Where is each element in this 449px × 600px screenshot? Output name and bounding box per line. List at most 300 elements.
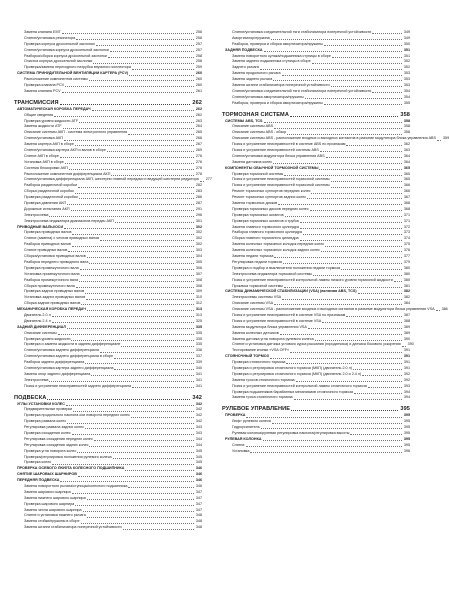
dot-leader — [284, 175, 402, 176]
dot-leader — [91, 375, 193, 376]
toc-entry-page: 306 — [195, 265, 202, 270]
toc-entry-page: 260 — [195, 83, 202, 87]
toc-entry-title: Поиск и устранение неисправностей в системе VSA — [232, 318, 322, 323]
dot-leader — [89, 263, 193, 264]
dot-leader — [326, 157, 402, 158]
toc-entry-page: 325 — [195, 318, 202, 323]
dot-leader — [89, 446, 193, 447]
toc-entry-title: Снятие/установка картера АКП и валов в сборе — [24, 148, 106, 153]
toc-entry-page: 302 — [195, 242, 202, 247]
toc-entry-title: Поиск и устранение неисправностей контрольной лампы стояночного тормоза — [232, 383, 367, 388]
toc-entry-page: 342 — [195, 407, 202, 412]
toc-entry-title: Проверка тормозных шлангов и трубок — [232, 218, 300, 223]
toc-entry-title: АВТОМАТИЧЕСКАЯ КОРОБКА ПЕРЕДАЧ — [17, 106, 91, 111]
toc-entry-page: 358 — [400, 111, 410, 118]
toc-entry-page: 391 — [403, 348, 410, 353]
toc-entry-title: ПОДВЕСКА — [14, 394, 47, 401]
toc-entry-title: Сборка главного тормозного цилиндра — [232, 236, 299, 241]
toc-entry-title: Люфт рулевого колеса — [232, 419, 271, 424]
toc-entry-title: Замена тормозных дисков — [232, 201, 278, 206]
toc-entry — [14, 525, 202, 531]
dot-leader — [278, 204, 402, 205]
dot-leader — [324, 104, 402, 105]
toc-entry-page: 260 — [195, 71, 202, 76]
dot-leader — [76, 287, 194, 288]
dot-leader — [49, 381, 193, 382]
toc-entry-page: 362 — [403, 142, 410, 147]
dot-leader — [76, 39, 194, 40]
toc-entry-title: Проверка тормозной системы — [232, 171, 284, 176]
toc-entry-title: Расположение компонентов системы — [24, 77, 88, 82]
dot-leader — [273, 80, 402, 81]
dot-leader — [114, 369, 193, 370]
dot-leader — [286, 363, 401, 364]
toc-entry-title: Прокачка тормозной системы — [232, 283, 283, 288]
toc-entry-title: Снятие и установка датчика углового курса рыскания (гиродатчика) и датчика бокового ускорения — [232, 342, 401, 347]
toc-entry-page: 303 — [195, 248, 202, 253]
toc-entry-title: Замена клапана PCV — [24, 88, 61, 93]
dot-leader — [307, 198, 402, 199]
toc-entry-page: 261 — [195, 88, 202, 93]
dot-leader — [79, 198, 194, 199]
dot-leader — [85, 293, 194, 294]
dot-leader — [290, 116, 398, 117]
toc-entry-page: 351 — [403, 53, 410, 58]
toc-entry-page: 348 — [195, 513, 202, 518]
toc-entry-page: 276 — [195, 159, 202, 164]
toc-entry-page: 384 — [403, 301, 410, 306]
toc-entry-title: РУЛЕВАЯ КОЛОНКА — [225, 436, 262, 441]
toc-entry-title: Проверка колес — [24, 460, 52, 465]
toc-entry-page: 363 — [403, 148, 410, 153]
toc-entry — [222, 449, 410, 455]
toc-entry-title: Снятие и установка нижнего рычага — [24, 513, 86, 518]
dot-leader — [100, 352, 194, 353]
toc-entry-title: Предварительные проверки — [24, 407, 73, 412]
toc-entry-page: 307 — [195, 271, 202, 276]
toc-entry-page: 393 — [403, 383, 410, 388]
toc-entry-title: Установка — [232, 448, 250, 453]
toc-entry-page: 347 — [195, 495, 202, 500]
toc-entry-page: 392 — [403, 371, 410, 376]
toc-entry-title: Сборка промежуточного вала — [24, 283, 75, 288]
toc-entry-title: Поиск и устранение неисправностей системы ABS — [232, 148, 319, 153]
dot-leader — [49, 216, 193, 217]
toc-entry-title: Тестирование кнопки «VSA OFF» — [232, 348, 289, 353]
dot-leader — [52, 464, 194, 465]
toc-chapter-entry — [14, 392, 202, 402]
toc-column-right — [222, 29, 449, 455]
toc-entry-page: 345 — [195, 460, 202, 465]
dot-leader — [52, 322, 194, 323]
toc-entry-title: СТОЯНОЧНЫЙ ТОРМОЗ — [225, 354, 269, 359]
toc-entry-page: 346 — [195, 466, 202, 471]
toc-entry-page: 391 — [403, 360, 410, 365]
dot-leader — [94, 440, 194, 441]
dot-leader — [260, 69, 402, 70]
toc-entry-page: 335 — [195, 324, 202, 329]
toc-entry-page: 262 — [195, 106, 202, 111]
toc-entry-title: Снятие/установка дифференциала АКП, шестерни главной передачи и ведущей шестерни редуктора — [24, 177, 199, 182]
dot-leader — [60, 157, 194, 158]
toc-entry-title: Снятие/установка заднего дифференциала в сборе — [24, 354, 114, 359]
toc-entry-page: 355 — [403, 100, 410, 105]
dot-leader — [283, 263, 402, 264]
toc-entry-title: Описание системы ABS - расположение входных и выходных контактов в разъеме модулятора блока управления ABS — [232, 136, 436, 141]
toc-entry-title: Снятие приводных валов — [24, 248, 68, 253]
toc-entry-title: Замена тросов стояночного тормоза — [232, 377, 295, 382]
dot-leader — [62, 33, 194, 34]
dot-leader — [123, 529, 194, 530]
toc-entry-title: Регулировка развала задних колес — [24, 425, 84, 430]
toc-entry-page: 364 — [403, 153, 410, 158]
toc-entry-title: Описание системы VSA — [232, 301, 274, 306]
dot-leader — [81, 304, 193, 305]
toc-chapter-entry — [14, 97, 202, 107]
toc-entry-page: 258 — [195, 59, 202, 64]
toc-entry-title: СНЯТИЕ ШАРОВЫХ ШАРНИРОВ — [17, 472, 77, 477]
dot-leader — [87, 310, 194, 311]
toc-entry-title: Замена педали тормоза — [232, 254, 274, 259]
dot-leader — [121, 346, 193, 347]
toc-entry-title: СИСТЕМА ПРИНУДИТЕЛЬНОЙ ВЕНТИЛЯЦИИ КАРТЕРА (PCV) — [17, 71, 129, 76]
dot-leader — [311, 193, 401, 194]
toc-entry-page: 283 — [195, 189, 202, 194]
toc-entry-title: Снятие/установка модулятора блока управления ABS — [232, 153, 325, 158]
dot-leader — [332, 57, 402, 58]
toc-entry-page: 354 — [403, 94, 410, 99]
toc-entry-page: 260 — [195, 77, 202, 82]
dot-leader — [128, 487, 193, 488]
toc-entry-page: 374 — [403, 236, 410, 241]
toc-entry-title: Замена чехла шарового шарнира — [24, 507, 82, 512]
toc-entry-title: Рулевая колонка/рулевая регулировка наклона/регулировка высоты — [232, 430, 350, 435]
toc-entry-page: 349 — [403, 35, 410, 40]
toc-entry-title: ПЕРЕДНЯЯ ПОДВЕСКА — [17, 478, 60, 483]
toc-entry-page: 309 — [195, 289, 202, 294]
dot-leader — [71, 340, 193, 341]
toc-entry-title: Дорожные испытания АКП — [24, 206, 70, 211]
toc-entry-page: 368 — [403, 206, 410, 211]
toc-entry-title: Снятие/установка резонатора — [24, 35, 76, 40]
dot-leader — [129, 75, 194, 76]
toc-entry-title: Двигатель 2.4 л — [24, 318, 51, 323]
toc-chapter-entry — [222, 403, 410, 413]
dot-leader — [63, 128, 194, 129]
toc-entry-title: Установка АКП в сборе — [24, 159, 64, 164]
toc-entry-title: Снятие/установка соединительной тяги стабилизатора поперечной устойчивости — [232, 88, 372, 93]
toc-entry-page: 276 — [195, 153, 202, 158]
toc-entry-page: 365 — [403, 177, 410, 182]
toc-entry-page: 343 — [195, 425, 202, 430]
dot-leader — [87, 257, 194, 258]
dot-leader — [132, 69, 194, 70]
dot-leader — [346, 145, 401, 146]
dot-leader — [310, 210, 402, 211]
toc-entry-page: 359 — [442, 136, 449, 141]
dot-leader — [341, 269, 402, 270]
toc-entry-page: 336 — [195, 348, 202, 353]
dot-leader — [250, 452, 401, 453]
toc-entry-title: Общие сведения — [24, 112, 54, 117]
toc-entry-page: 342 — [195, 419, 202, 424]
dot-leader — [100, 240, 194, 241]
dot-leader — [200, 181, 204, 182]
toc-entry-page: 395 — [403, 442, 410, 447]
dot-leader — [274, 257, 401, 258]
toc-entry-title: ТОРМОЗНАЯ СИСТЕМА — [222, 111, 289, 118]
dot-leader — [85, 363, 194, 364]
toc-entry-title: Проверка и регулировка стояночного тормоза (МКП) (двигатель 2.0 и 2.4 л) — [232, 371, 362, 376]
toc-entry-page: 266 — [195, 136, 202, 141]
toc-entry-page: 267 — [195, 142, 202, 147]
toc-entry-title: Разборка переднего приводного вала — [24, 259, 89, 264]
dot-leader — [93, 63, 194, 64]
dot-leader — [62, 92, 194, 93]
toc-entry-page: 305 — [195, 259, 202, 264]
dot-leader — [75, 505, 194, 506]
dot-leader — [67, 328, 194, 329]
toc-entry-title: Описание системы ABS - обзор — [232, 130, 287, 135]
dot-leader — [64, 140, 194, 141]
dot-leader — [89, 80, 194, 81]
toc-entry-title: Регулировка педали тормоза — [232, 259, 282, 264]
dot-leader — [354, 393, 402, 394]
dot-leader — [321, 251, 402, 252]
toc-entry-title: Снятие — [232, 442, 245, 447]
toc-entry-page: 371 — [403, 218, 410, 223]
toc-entry-page: 342 — [192, 394, 202, 401]
toc-entry-page: 350 — [403, 41, 410, 46]
toc-entry-page: 366 — [403, 183, 410, 188]
toc-entry-page: 394 — [403, 395, 410, 400]
toc-entry-title: Поиск и устранение неисправностей тормозной системы — [232, 183, 330, 188]
dot-leader — [272, 423, 402, 424]
toc-entry-page: 382 — [403, 289, 410, 294]
dot-leader — [284, 287, 402, 288]
toc-entry-title: Проверка угла поворота колес — [24, 448, 77, 453]
toc-entry-page: 387 — [403, 312, 410, 317]
toc-entry-title: Разборка, проверка и сборка амортизатора/пружины — [232, 100, 323, 105]
toc-entry-page: 394 — [403, 389, 410, 394]
toc-column-left — [14, 29, 212, 531]
dot-leader — [47, 399, 190, 400]
dot-leader — [290, 352, 402, 353]
dot-leader — [315, 340, 402, 341]
dot-leader — [331, 181, 402, 182]
dot-leader — [273, 163, 402, 164]
toc-entry-page: 347 — [195, 507, 202, 512]
toc-entry-title: Проверка развала колес — [24, 419, 67, 424]
dot-leader — [58, 334, 194, 335]
toc-entry-title: Разборка приводных валов — [24, 242, 71, 247]
dot-leader — [313, 275, 402, 276]
dot-leader — [308, 328, 402, 329]
dot-leader — [325, 246, 402, 247]
toc-entry-title: ПРИВОДНЫЕ ВАЛЫ/ОСИ — [17, 224, 64, 229]
toc-entry-page: 342 — [195, 401, 202, 406]
toc-entry-page: 379 — [403, 259, 410, 264]
toc-entry-title: Замена колесных датчиков — [232, 330, 279, 335]
toc-entry-title: Проверка раздаточной коробки — [24, 195, 78, 200]
toc-entry-title: Проверка и замена жидкости в заднем дифференциале — [24, 342, 121, 347]
dot-leader — [73, 411, 194, 412]
toc-entry-page: 358 — [403, 124, 410, 129]
dot-leader — [69, 169, 194, 170]
toc-entry-page: 396 — [403, 448, 410, 453]
toc-entry-title: Сборка задних приводных валов — [24, 301, 81, 306]
toc-entry-title: Замена поворотного кулака/подшипника ступицы в сборе — [232, 53, 331, 58]
toc-entry-page: 348 — [195, 525, 202, 530]
toc-entry-page: 380 — [403, 277, 410, 282]
dot-leader — [72, 434, 194, 435]
toc-entry-page: 346 — [195, 472, 202, 477]
toc-entry-page: 302 — [195, 224, 202, 229]
toc-entry-title: Заднего рычага — [232, 65, 259, 70]
toc-entry-page: 354 — [403, 88, 410, 93]
toc-entry-page: 313 — [195, 312, 202, 317]
toc-entry-page: 358 — [403, 118, 410, 123]
toc-entry-page: 339 — [195, 360, 202, 365]
dot-leader — [65, 163, 194, 164]
toc-entry-page: 391 — [403, 354, 410, 359]
toc-entry-title: Ремонт тормозных суппортов передних колес — [232, 189, 311, 194]
toc-entry-page: 291 — [195, 206, 202, 211]
toc-entry-title: Проверка тормозных дисков передних колес — [232, 206, 309, 211]
dot-leader — [64, 228, 194, 229]
dot-leader — [264, 122, 402, 123]
toc-entry-title: Снятие/установка АКП — [24, 136, 63, 141]
toc-entry-page: 380 — [403, 265, 410, 270]
toc-entry-page: 391 — [403, 365, 410, 370]
toc-entry-page: 276 — [195, 165, 202, 170]
toc-entry-page: 287 — [195, 201, 202, 206]
toc-chapter-entry — [222, 109, 410, 119]
toc-entry-title: Установка промежуточного вала — [24, 271, 80, 276]
toc-entry-page: 377 — [403, 254, 410, 259]
toc-entry-page: 312 — [195, 301, 202, 306]
toc-entry-title: Снятие/установка картера заднего дифференциала — [24, 365, 114, 370]
dot-leader — [300, 228, 402, 229]
toc-entry-page: 367 — [403, 195, 410, 200]
toc-entry-title: Замена датчика угла поворота рулевого колеса — [232, 336, 314, 341]
toc-entry-title: Проверка приводных валов — [24, 230, 72, 235]
dot-leader — [294, 399, 402, 400]
toc-entry-title: УГЛЫ УСТАНОВКИ КОЛЕС — [17, 401, 65, 406]
toc-entry-page: 375 — [403, 242, 410, 247]
toc-entry-page: 345 — [195, 454, 202, 459]
toc-entry-title: Поиск и устранение неисправностей в системе ABS по признакам — [232, 142, 346, 147]
toc-entry-page: 358 — [403, 130, 410, 135]
dot-leader — [402, 346, 406, 347]
toc-entry-title: Замена колесных тормозных колодок передних колес — [232, 242, 325, 247]
toc-entry-title: Замена модулятора блока управления VSA — [232, 324, 307, 329]
toc-entry-page: 395 — [403, 419, 410, 424]
toc-entry-title: Снятие (замена) с чехлов приводных валов — [24, 236, 100, 241]
dot-leader — [125, 470, 193, 471]
toc-entry-page: 263 — [195, 118, 202, 123]
dot-leader — [305, 98, 402, 99]
toc-entry-title: Проверка тормозных шлангов — [232, 212, 284, 217]
toc-entry-title: Проверка уровня жидкости — [24, 336, 71, 341]
toc-entry-title: Электросхема индикатора диапазонов передач АКП — [24, 218, 114, 223]
toc-entry-page: 390 — [403, 336, 410, 341]
toc-entry-page: 282 — [195, 183, 202, 188]
dot-leader — [362, 375, 402, 376]
toc-entry-title: Проверка схождения колес — [24, 430, 71, 435]
toc-entry-title: Регулировка схождения задних колес — [24, 442, 89, 447]
toc-entry-title: Проверка уровня жидкости ATF — [24, 118, 79, 123]
toc-entry-page: 313 — [195, 307, 202, 312]
dot-leader — [436, 310, 440, 311]
toc-entry-page: 395 — [403, 430, 410, 435]
toc-entry-title: РУЛЕВОЕ УПРАВЛЕНИЕ — [222, 406, 291, 413]
toc-entry-page: 344 — [195, 442, 202, 447]
dot-leader — [296, 381, 402, 382]
dot-leader — [246, 417, 401, 418]
dot-leader — [274, 128, 402, 129]
dot-leader — [322, 322, 402, 323]
toc-entry-page: 392 — [403, 377, 410, 382]
dot-leader — [75, 193, 194, 194]
toc-entry-title: Электросхемы системы VSA — [232, 295, 282, 300]
toc-entry-page: 352 — [403, 59, 410, 64]
dot-leader — [353, 369, 402, 370]
dot-leader — [128, 134, 194, 135]
toc-entry-page: 257 — [195, 41, 202, 46]
toc-entry-title: Расположение компонентов дифференциала АКП — [24, 171, 111, 176]
toc-entry-title: Проверка и подбор и выключателя положения педали тормоза — [232, 265, 341, 270]
toc-entry-title: Снятие АКП в сборе — [24, 153, 59, 158]
toc-entry-title: СИСТЕМЫ ABS, TCS — [225, 118, 263, 123]
dot-leader — [280, 334, 402, 335]
dot-leader — [86, 299, 194, 300]
toc-entry-page: 343 — [195, 430, 202, 435]
toc-entry-page: 344 — [195, 436, 202, 441]
dot-leader — [87, 517, 194, 518]
toc-entry-title: ТРАНСМИССИЯ — [14, 99, 59, 106]
dot-leader — [108, 57, 194, 58]
dot-leader — [92, 110, 194, 111]
toc-entry-title: Описание системы VSA - расположение входных и выходных сигналов в разъеме модулятора блока управления VSA — [232, 307, 435, 312]
toc-entry-title: Поиск и устранение неисправностей заднего дифференциала — [24, 383, 131, 388]
toc-entry-title: Замена штанги стабилизатора поперечной устойчивости — [232, 83, 330, 87]
toc-entry-page: 389 — [403, 324, 410, 329]
dot-leader — [372, 92, 401, 93]
toc-entry-page: 376 — [403, 248, 410, 253]
toc-entry-page: 395 — [400, 406, 410, 413]
toc-entry-page: 395 — [403, 413, 410, 418]
dot-leader — [282, 75, 402, 76]
toc-entry-page: 353 — [403, 83, 410, 87]
dot-leader — [52, 316, 194, 317]
toc-entry-page: 257 — [195, 47, 202, 52]
toc-entry-page: 368 — [403, 201, 410, 206]
toc-entry-title: Установка задних приводных валов — [24, 295, 86, 300]
toc-entry-page: 341 — [195, 383, 202, 388]
toc-entry-page: 386 — [441, 307, 448, 312]
toc-entry-title: Замена поворотного рычага/ступицы/колесного подшипника — [24, 484, 128, 488]
dot-leader — [54, 116, 194, 117]
dot-leader — [261, 428, 402, 429]
dot-leader — [346, 316, 402, 317]
dot-leader — [285, 216, 402, 217]
dot-leader — [111, 175, 193, 176]
toc-entry-page: 277 — [205, 177, 212, 182]
toc-entry-title: МЕХАНИЧЕСКАЯ КОРОБКА ПЕРЕДАЧ — [17, 307, 86, 312]
toc-entry-title: Электросхема индикатора тормозной системы — [232, 271, 313, 276]
toc-entry-title: Разборка/сборка корпуса дроссельной заслонки — [24, 53, 107, 58]
